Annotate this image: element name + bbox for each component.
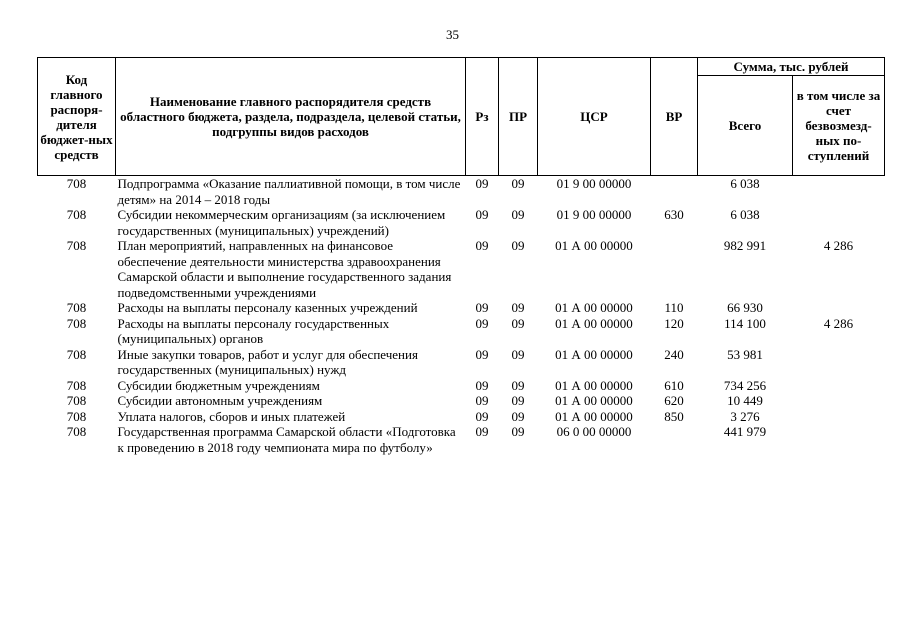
cell-csr: 01 А 00 00000 <box>555 346 633 362</box>
cell-total: 982 991 <box>723 238 767 253</box>
cell-total: 53 981 <box>727 346 763 362</box>
cell-gratuitous <box>793 378 885 394</box>
cell-rz: 09 <box>475 408 489 424</box>
cell-name: Иные закупки товаров, работ и услуг для обеспечения государственных (муниципальных) нужд <box>117 346 418 377</box>
header-code: Код главного распоря-дителя бюджет-ных средств <box>38 58 116 176</box>
cell-vr: 240 <box>664 346 684 362</box>
cell-csr: 01 9 00 00000 <box>556 176 632 191</box>
cell-pr: 09 <box>511 377 525 393</box>
table-row <box>38 300 885 316</box>
table-row <box>38 409 885 425</box>
cell-vr: 620 <box>664 393 684 408</box>
cell-code: 708 <box>66 238 87 253</box>
cell-name: Уплата налогов, сборов и иных платежей <box>117 408 346 424</box>
header-csr: ЦСР <box>538 58 651 176</box>
cell-csr: 01 9 00 00000 <box>556 207 632 222</box>
cell-name: Государственная программа Самарской области «Подготовка к проведению в 2018 году чемпионата мира по футболу» <box>117 424 456 455</box>
cell-total: 6 038 <box>730 207 760 222</box>
cell-total: 3 276 <box>730 408 760 424</box>
cell-vr <box>651 238 698 300</box>
cell-code: 708 <box>66 315 87 331</box>
cell-pr: 09 <box>511 176 525 191</box>
cell-gratuitous <box>793 393 885 409</box>
table-body <box>38 176 885 456</box>
header-pr: ПР <box>499 58 538 176</box>
table-row <box>38 176 885 208</box>
cell-name: Субсидии бюджетным учреждениям <box>117 377 320 393</box>
cell-rz: 09 <box>475 393 489 408</box>
cell-vr <box>651 176 698 208</box>
header-sum: Сумма, тыс. рублей <box>698 58 885 76</box>
cell-rz: 09 <box>475 424 489 439</box>
cell-code: 708 <box>66 346 87 362</box>
cell-pr: 09 <box>511 207 525 222</box>
cell-code: 708 <box>66 408 87 424</box>
cell-total: 114 100 <box>724 315 766 331</box>
cell-total: 10 449 <box>727 393 763 408</box>
cell-vr: 610 <box>664 377 684 393</box>
cell-rz: 09 <box>475 207 489 222</box>
cell-gratuitous: 4 286 <box>823 238 854 253</box>
table-row <box>38 238 885 300</box>
cell-name: Расходы на выплаты персоналу казенных учреждений <box>117 300 418 315</box>
cell-total: 66 930 <box>727 300 763 315</box>
table-row <box>38 207 885 238</box>
cell-csr: 01 А 00 00000 <box>555 315 633 331</box>
cell-name: План мероприятий, направленных на финансовое обеспечение деятельности министерства здравоохранения Самарской области и выполнение государственного задания подведомственными учреждениями <box>117 238 452 300</box>
cell-rz: 09 <box>475 300 489 315</box>
cell-code: 708 <box>66 300 87 315</box>
page-number: 35 <box>446 27 459 42</box>
header-rz: Рз <box>466 58 499 176</box>
table-row <box>38 424 885 455</box>
cell-csr: 01 А 00 00000 <box>555 393 633 408</box>
table-row <box>38 393 885 409</box>
cell-rz: 09 <box>475 377 489 393</box>
header-name: Наименование главного распорядителя средств областного бюджета, раздела, подраздела, целевой статьи, подгруппы видов расходов <box>116 58 466 176</box>
cell-total: 734 256 <box>723 377 767 393</box>
header-gratuitous: в том числе за счет безвозмезд-ных по-ступлений <box>793 76 885 176</box>
cell-name: Субсидии автономным учреждениям <box>117 393 323 408</box>
cell-pr: 09 <box>511 346 525 362</box>
cell-rz: 09 <box>475 315 489 331</box>
cell-pr: 09 <box>511 300 525 315</box>
cell-gratuitous <box>793 176 885 208</box>
header-vr: ВР <box>651 58 698 176</box>
cell-vr: 110 <box>664 300 684 315</box>
cell-gratuitous <box>793 347 885 378</box>
cell-vr: 120 <box>664 315 684 331</box>
cell-rz: 09 <box>475 346 489 362</box>
cell-vr: 630 <box>664 207 684 222</box>
cell-gratuitous <box>793 409 885 425</box>
table-header <box>38 58 885 176</box>
cell-gratuitous <box>793 424 885 455</box>
cell-total: 441 979 <box>723 424 767 439</box>
cell-pr: 09 <box>511 238 525 253</box>
cell-gratuitous: 4 286 <box>823 315 854 331</box>
cell-code: 708 <box>66 424 87 439</box>
cell-code: 708 <box>66 207 87 222</box>
cell-pr: 09 <box>511 424 525 439</box>
cell-csr: 06 0 00 00000 <box>556 424 632 439</box>
cell-pr: 09 <box>511 315 525 331</box>
cell-code: 708 <box>66 176 87 191</box>
cell-rz: 09 <box>475 238 489 253</box>
cell-vr: 850 <box>664 408 684 424</box>
cell-name: Подпрограмма «Оказание паллиативной помощи, в том числе детям» на 2014 – 2018 годы <box>117 176 461 207</box>
cell-pr: 09 <box>511 408 525 424</box>
cell-code: 708 <box>66 393 87 408</box>
cell-gratuitous <box>793 207 885 238</box>
cell-csr: 01 А 00 00000 <box>555 408 633 424</box>
cell-pr: 09 <box>511 393 525 408</box>
cell-gratuitous <box>793 300 885 316</box>
budget-table <box>37 57 885 455</box>
cell-csr: 01 А 00 00000 <box>555 377 633 393</box>
header-total: Всего <box>698 76 793 176</box>
table-row <box>38 347 885 378</box>
cell-rz: 09 <box>475 176 489 191</box>
cell-code: 708 <box>66 377 87 393</box>
cell-total: 6 038 <box>730 176 760 191</box>
cell-name: Субсидии некоммерческим организациям (за исключением государственных (муниципальных) учреждений) <box>117 207 446 238</box>
table-row <box>38 316 885 347</box>
cell-csr: 01 А 00 00000 <box>555 238 633 253</box>
cell-name: Расходы на выплаты персоналу государственных (муниципальных) органов <box>117 315 390 346</box>
cell-vr <box>651 424 698 455</box>
cell-csr: 01 А 00 00000 <box>555 300 633 315</box>
table-row <box>38 378 885 394</box>
